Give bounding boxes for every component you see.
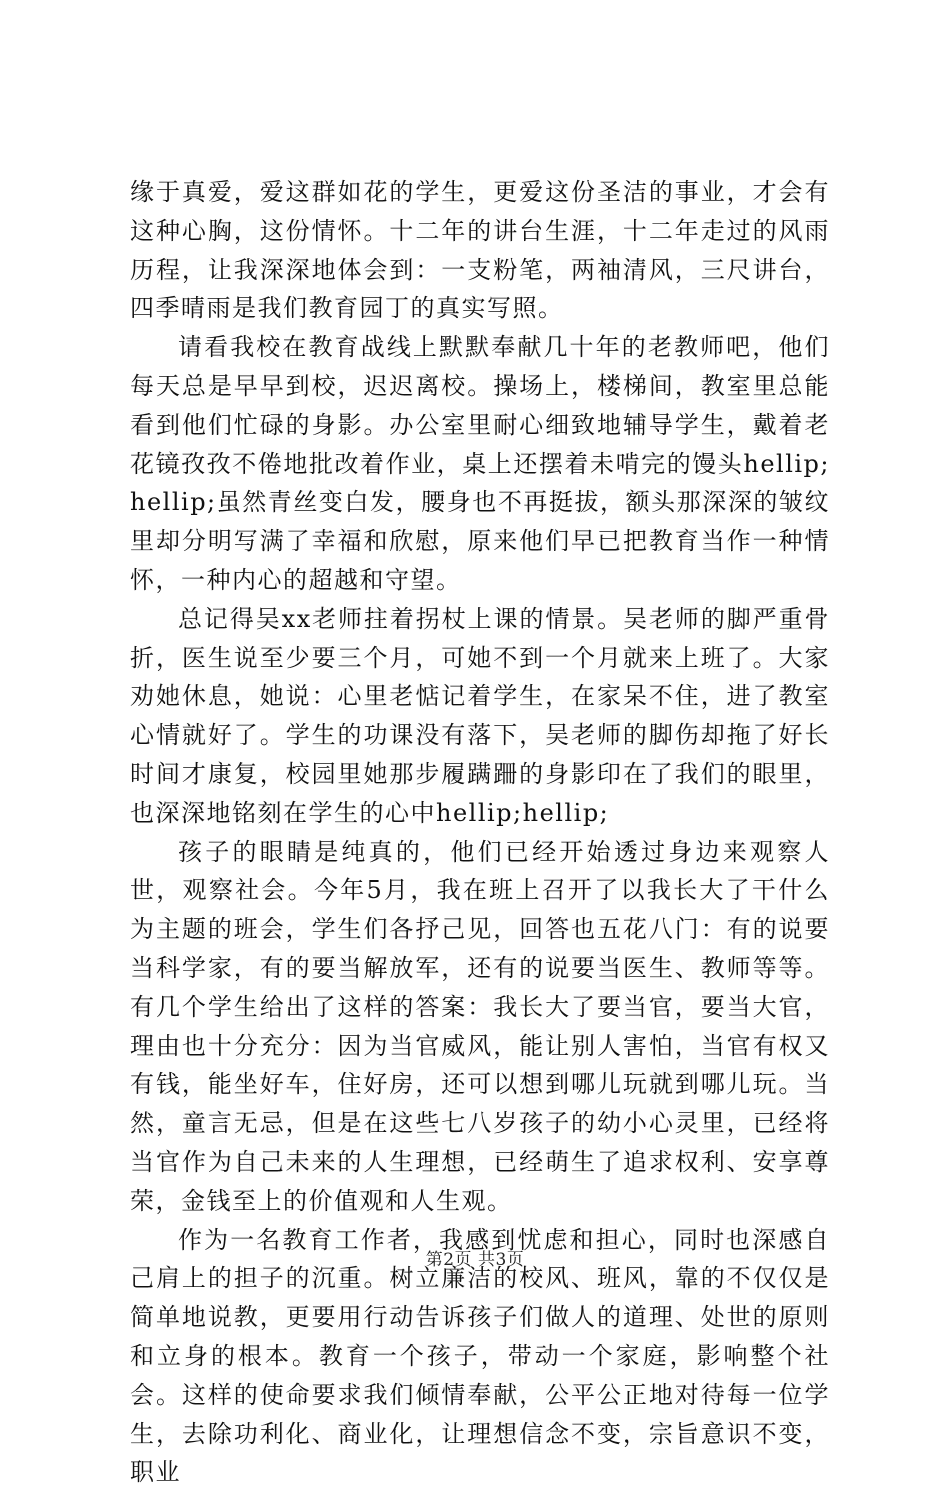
paragraph-teacher-wu: 总记得吴xx老师拄着拐杖上课的情景。吴老师的脚严重骨折，医生说至少要三个月，可她不到一个月就来上班了。大家劝她休息，她说：心里老惦记着学生，在家呆不住，进了教室心情就好了。学生的功课没有落下，吴老师的脚伤却拖了好长时间才康复，校园里她那步履蹒跚的身影印在了我们的眼里，也深深地铭刻在学生的心中hellip;hellip; [130,604,830,827]
paragraph-educator-mission: 作为一名教育工作者，我感到忧虑和担心，同时也深感自己肩上的担子的沉重。树立廉洁的校风、班风，靠的不仅仅是简单地说教，更要用行动告诉孩子们做人的道理、处世的原则和立身的根本。教育一个孩子，带动一个家庭，影响整个社会。这样的使命要求我们倾情奉献，公平公正地对待每一位学生，去除功利化、商业化，让理想信念不变，宗旨意识不变，职业 [130,1225,830,1487]
paragraph-veteran-teachers: 请看我校在教育战线上默默奉献几十年的老教师吧，他们每天总是早早到校，迟迟离校。操场上，楼梯间，教室里总能看到他们忙碌的身影。办公室里耐心细致地辅导学生，戴着老花镜孜孜不倦地批改着作业，桌上还摆着未啃完的馒头hellip;hellip;虽然青丝变白发，腰身也不再挺拔，额头那深深的皱纹里却分明写满了幸福和欣慰，原来他们早已把教育当作一种情怀，一种内心的超越和守望。 [130,333,830,594]
paragraph-continued: 缘于真爱，爱这群如花的学生，更爱这份圣洁的事业，才会有这种心胸，这份情怀。十二年的讲台生涯，十二年走过的风雨历程，让我深深地体会到：一支粉笔，两袖清风，三尺讲台，四季晴雨是我们教育园丁的真实写照。 [130,178,830,323]
paragraph-class-meeting: 孩子的眼睛是纯真的，他们已经开始透过身边来观察人世，观察社会。今年5月，我在班上召开了以我长大了干什么为主题的班会，学生们各抒己见，回答也五花八门：有的说要当科学家，有的要当解放军，还有的说要当医生、教师等等。有几个学生给出了这样的答案：我长大了要当官，要当大官，理由也十分充分：因为当官威风，能让别人害怕，当官有权又有钱，能坐好车，住好房，还可以想到哪儿玩就到哪儿玩。当然，童言无忌，但是在这些七八岁孩子的幼小心灵里，已经将当官作为自己未来的人生理想，已经萌生了追求权利、安享尊荣，金钱至上的价值观和人生观。 [130,837,830,1215]
document-body [130,173,830,1492]
page-number-footer: 第2页 共3页 [425,1250,525,1270]
